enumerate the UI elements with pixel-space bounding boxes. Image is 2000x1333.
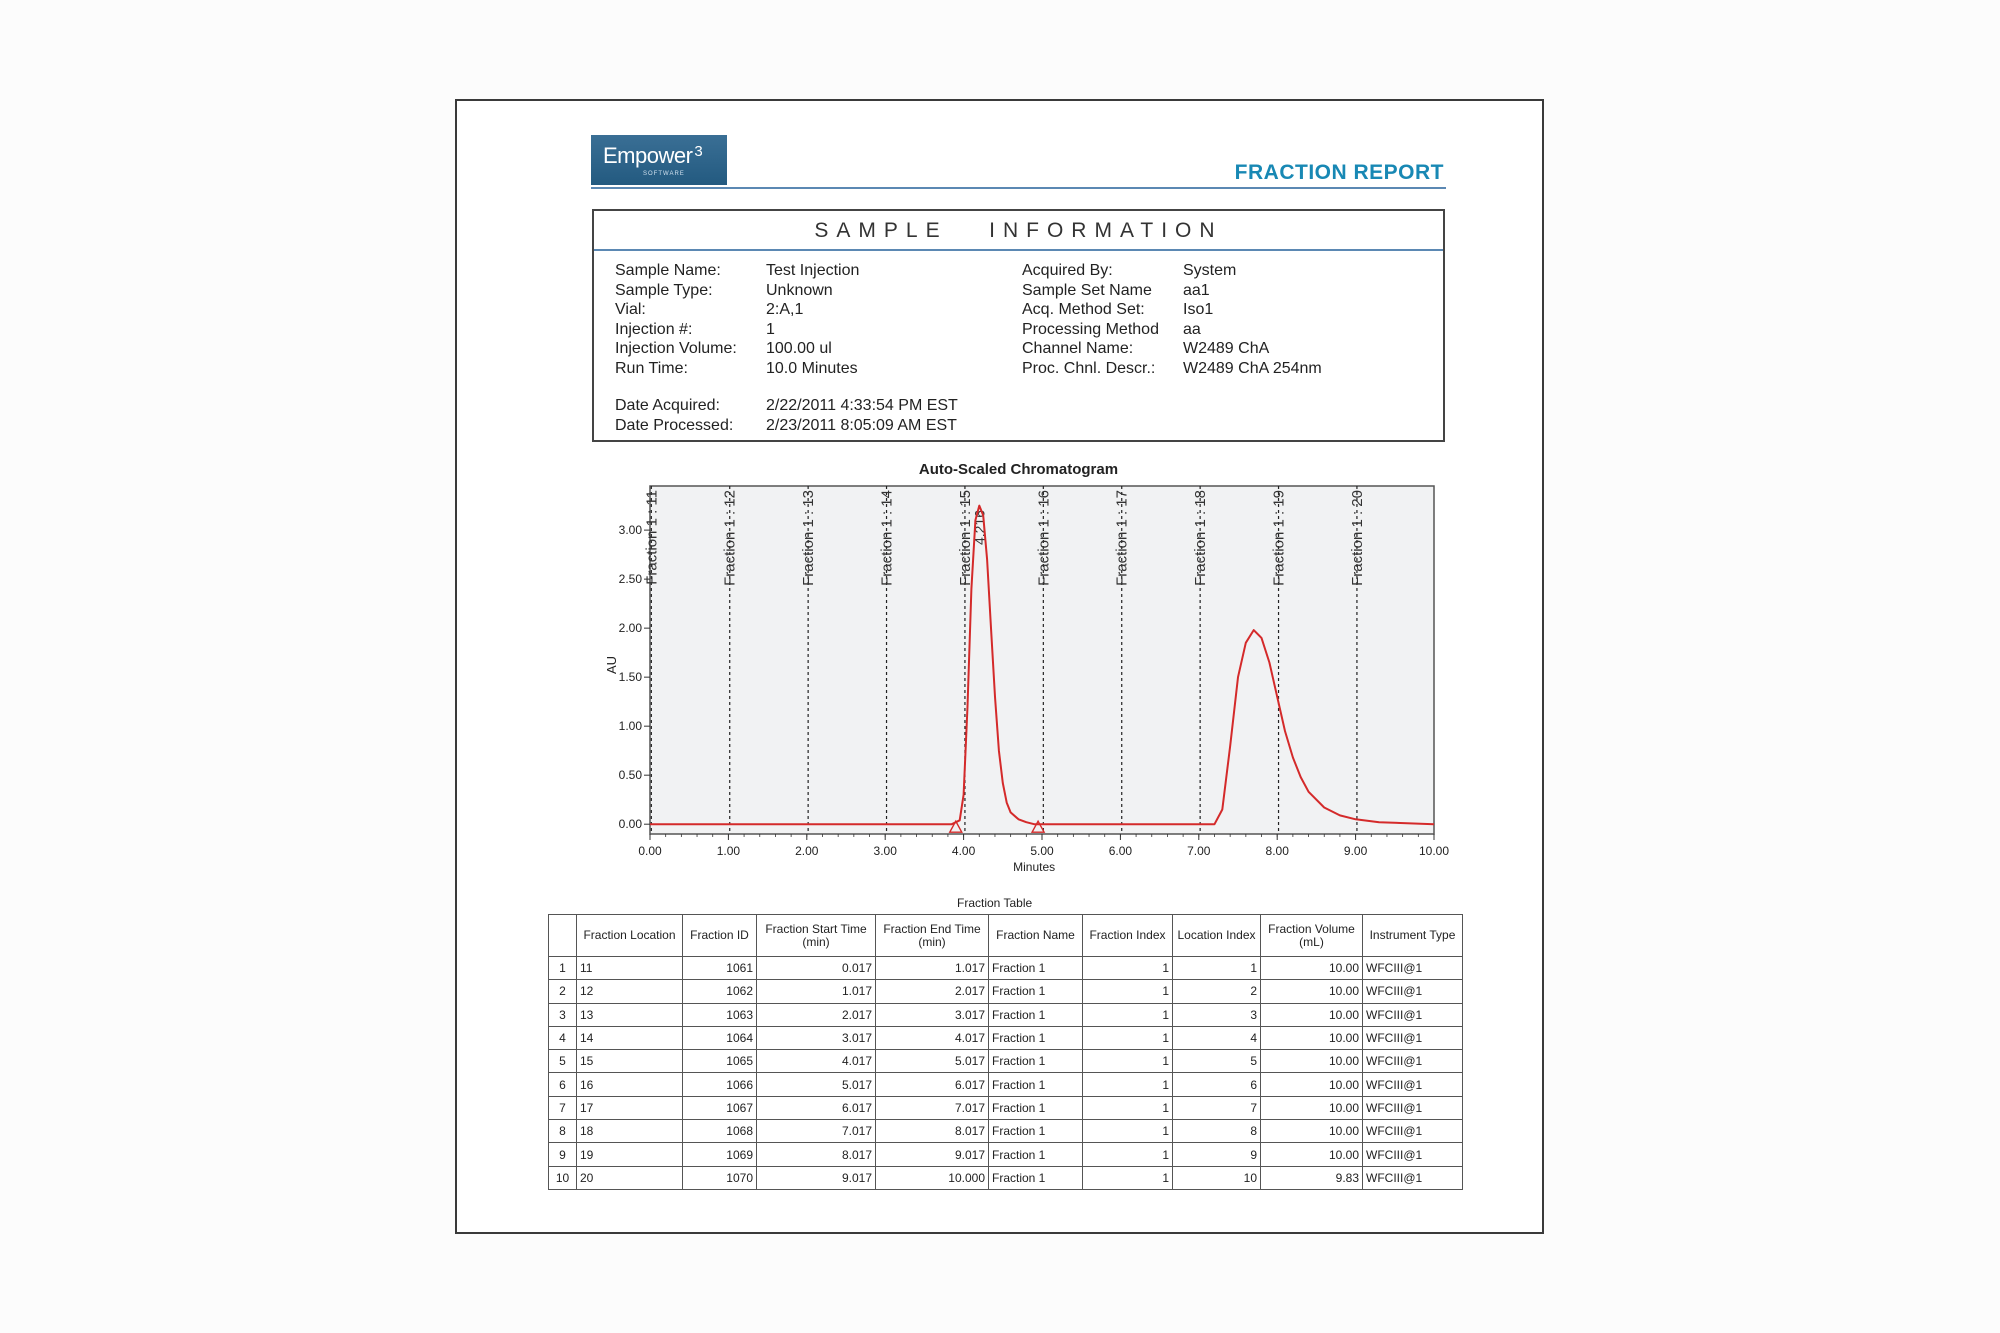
table-cell: 4.017 <box>876 1026 989 1049</box>
fraction-table-title: Fraction Table <box>957 896 1033 910</box>
table-cell: 1065 <box>683 1050 757 1073</box>
table-cell: 10.00 <box>1261 1026 1363 1049</box>
x-tick-label: 1.00 <box>716 844 741 858</box>
y-tick-label: 0.50 <box>618 768 642 783</box>
table-row <box>549 957 1463 980</box>
table-cell: 1 <box>1173 957 1261 980</box>
table-cell: 2 <box>549 980 577 1003</box>
info-label: Sample Set Name <box>1022 281 1152 299</box>
table-cell: 1 <box>549 957 577 980</box>
info-label: Processing Method <box>1022 320 1159 338</box>
column-header <box>577 915 683 957</box>
table-cell: 10 <box>549 1166 577 1189</box>
info-value: W2489 ChA 254nm <box>1183 359 1322 377</box>
logo-superscript: 3 <box>694 143 703 160</box>
date-processed-value: 2/23/2011 8:05:09 AM EST <box>766 416 957 434</box>
date-labels <box>615 396 733 435</box>
table-cell: 3 <box>1173 1003 1261 1026</box>
column-header-unit: (mL) <box>1299 934 1324 949</box>
table-cell: Fraction 1 <box>989 1166 1083 1189</box>
table-cell: Fraction 1 <box>989 1073 1083 1096</box>
logo-tagline: SOFTWARE <box>643 171 685 177</box>
report-page <box>455 99 1544 1234</box>
table-cell: 9.017 <box>757 1166 876 1189</box>
fraction-marker-label: Fraction 1 : 18 <box>1192 490 1210 586</box>
date-acquired-label: Date Acquired: <box>615 397 720 414</box>
table-cell: 1 <box>1083 1166 1173 1189</box>
report-title: FRACTION REPORT <box>1234 161 1444 184</box>
table-cell: 10.00 <box>1261 980 1363 1003</box>
table-row <box>549 1166 1463 1189</box>
column-header <box>1173 915 1261 957</box>
column-header-text: Fraction Location <box>583 928 676 942</box>
column-header <box>1363 915 1463 957</box>
table-cell: Fraction 1 <box>989 980 1083 1003</box>
y-axis-label: AU <box>604 655 619 675</box>
info-value: aa1 <box>1183 281 1210 299</box>
table-cell: 4 <box>549 1026 577 1049</box>
sample-information-box <box>592 209 1445 442</box>
table-cell: WFCIII@1 <box>1363 980 1463 1003</box>
table-cell: WFCIII@1 <box>1363 1143 1463 1166</box>
table-cell: WFCIII@1 <box>1363 1050 1463 1073</box>
table-cell: Fraction 1 <box>989 1120 1083 1143</box>
table-cell: 10.00 <box>1261 1096 1363 1119</box>
info-label: Injection Volume: <box>615 340 737 357</box>
table-cell: 1.017 <box>757 980 876 1003</box>
y-tick-label: 0.00 <box>618 817 642 832</box>
table-cell: 1061 <box>683 957 757 980</box>
column-header <box>1261 915 1363 957</box>
sample-left-values <box>766 261 859 378</box>
table-cell: 5 <box>1173 1050 1261 1073</box>
info-value: 100.00 ul <box>766 340 832 357</box>
table-cell: 10.00 <box>1261 1073 1363 1096</box>
x-tick-label: 10.00 <box>1418 844 1450 858</box>
table-row <box>549 1073 1463 1096</box>
table-cell: 2 <box>1173 980 1261 1003</box>
table-cell: 8.017 <box>757 1143 876 1166</box>
table-cell: 10.00 <box>1261 1050 1363 1073</box>
table-cell: WFCIII@1 <box>1363 957 1463 980</box>
y-tick-label: 2.50 <box>618 572 642 587</box>
table-cell: 7 <box>1173 1096 1261 1119</box>
y-tick-label: 1.50 <box>618 670 642 685</box>
table-cell: 1066 <box>683 1073 757 1096</box>
table-cell: 19 <box>577 1143 683 1166</box>
info-value: aa <box>1183 320 1201 338</box>
table-cell: 1069 <box>683 1143 757 1166</box>
table-cell: 1068 <box>683 1120 757 1143</box>
column-header <box>757 915 876 957</box>
chromatogram-chart <box>592 456 1450 886</box>
table-cell: 14 <box>577 1026 683 1049</box>
table-cell: WFCIII@1 <box>1363 1120 1463 1143</box>
date-processed-label: Date Processed: <box>615 416 734 434</box>
table-cell: 6 <box>1173 1073 1261 1096</box>
table-cell: WFCIII@1 <box>1363 1096 1463 1119</box>
info-label: Injection #: <box>615 320 693 338</box>
table-cell: WFCIII@1 <box>1363 1026 1463 1049</box>
table-cell: 3.017 <box>876 1003 989 1026</box>
x-tick-label: 9.00 <box>1343 844 1368 858</box>
info-label: Acq. Method Set: <box>1022 301 1145 318</box>
table-cell: 16 <box>577 1073 683 1096</box>
table-row <box>549 1026 1463 1049</box>
y-tick-label: 1.00 <box>618 719 642 734</box>
info-value: 10.0 Minutes <box>766 359 858 377</box>
table-cell: 1 <box>1083 1026 1173 1049</box>
info-label: Proc. Chnl. Descr.: <box>1022 359 1156 377</box>
table-cell: Fraction 1 <box>989 1096 1083 1119</box>
table-cell: WFCIII@1 <box>1363 1073 1463 1096</box>
column-header-text: Fraction Volume <box>1268 921 1355 936</box>
info-label: Sample Type: <box>615 281 713 299</box>
header-divider <box>591 187 1446 189</box>
table-row <box>549 1096 1463 1119</box>
sample-right-values <box>1183 261 1322 378</box>
fraction-marker-label: Fraction 1 : 11 <box>643 490 661 585</box>
chart-title: Auto-Scaled Chromatogram <box>918 461 1119 478</box>
table-cell: 7 <box>549 1096 577 1119</box>
info-label: Run Time: <box>615 359 688 377</box>
table-cell: 9 <box>1173 1143 1261 1166</box>
table-cell: 1067 <box>683 1096 757 1119</box>
table-cell: 10.000 <box>876 1166 989 1189</box>
date-acquired-value: 2/22/2011 4:33:54 PM EST <box>766 397 958 414</box>
table-cell: 1 <box>1083 957 1173 980</box>
table-cell: 15 <box>577 1050 683 1073</box>
column-header-text: Location Index <box>1177 928 1256 942</box>
table-cell: 10.00 <box>1261 1003 1363 1026</box>
info-label: Sample Name: <box>615 262 721 279</box>
column-header-text: Fraction Start Time <box>765 921 867 936</box>
table-cell: Fraction 1 <box>989 1050 1083 1073</box>
table-cell: 1 <box>1083 1003 1173 1026</box>
table-cell: 5 <box>549 1050 577 1073</box>
table-row <box>549 980 1463 1003</box>
column-header <box>549 915 577 957</box>
table-cell: 8.017 <box>876 1120 989 1143</box>
sample-information-title: SAMPLE INFORMATION <box>814 219 1223 242</box>
fraction-marker-label: Fraction 1 : 13 <box>800 490 818 586</box>
table-row <box>549 1003 1463 1026</box>
table-cell: 1 <box>1083 1073 1173 1096</box>
sample-left-labels <box>615 261 737 378</box>
date-values <box>766 396 958 435</box>
table-cell: 1 <box>1083 1050 1173 1073</box>
table-cell: 17 <box>577 1096 683 1119</box>
x-tick-label: 3.00 <box>873 844 897 858</box>
table-cell: Fraction 1 <box>989 1026 1083 1049</box>
info-value: 1 <box>766 320 775 338</box>
fraction-table-header <box>549 915 1463 957</box>
table-cell: Fraction 1 <box>989 1003 1083 1026</box>
table-cell: 6.017 <box>757 1096 876 1119</box>
table-row <box>549 1143 1463 1166</box>
table-cell: 12 <box>577 980 683 1003</box>
table-cell: 3 <box>549 1003 577 1026</box>
table-cell: 1063 <box>683 1003 757 1026</box>
fraction-marker-label: Fraction 1 : 20 <box>1348 490 1366 586</box>
table-row <box>549 1050 1463 1073</box>
table-cell: 6 <box>549 1073 577 1096</box>
column-header-text: Instrument Type <box>1369 928 1456 942</box>
sample-right-labels <box>1022 261 1159 378</box>
fraction-marker-label: Fraction 1 : 15 <box>956 490 974 586</box>
column-header-text: Fraction ID <box>690 928 749 942</box>
table-cell: 18 <box>577 1120 683 1143</box>
info-value: Test Injection <box>766 262 860 279</box>
table-cell: 2.017 <box>757 1003 876 1026</box>
logo-text: Empower <box>603 143 693 168</box>
empower-logo <box>591 135 727 185</box>
x-tick-label: 4.00 <box>951 844 976 858</box>
column-header-unit: (min) <box>918 934 946 949</box>
table-cell: 1.017 <box>876 957 989 980</box>
sample-information-divider <box>594 249 1443 251</box>
table-cell: 1064 <box>683 1026 757 1049</box>
table-cell: 10.00 <box>1261 957 1363 980</box>
table-cell: WFCIII@1 <box>1363 1003 1463 1026</box>
table-cell: 1070 <box>683 1166 757 1189</box>
table-cell: 10.00 <box>1261 1143 1363 1166</box>
fraction-marker-label: Fraction 1 : 17 <box>1113 490 1131 586</box>
x-tick-label: 8.00 <box>1265 844 1289 858</box>
x-tick-label: 7.00 <box>1187 844 1211 858</box>
x-tick-label: 6.00 <box>1108 844 1133 858</box>
table-cell: WFCIII@1 <box>1363 1166 1463 1189</box>
table-cell: 10 <box>1173 1166 1261 1189</box>
column-header <box>683 915 757 957</box>
table-cell: Fraction 1 <box>989 1143 1083 1166</box>
y-tick-label: 2.00 <box>618 621 642 636</box>
table-cell: 8 <box>1173 1120 1261 1143</box>
info-label: Acquired By: <box>1022 262 1113 279</box>
table-cell: 9 <box>549 1143 577 1166</box>
info-value: System <box>1183 262 1237 279</box>
x-axis-label: Minutes <box>1013 860 1056 874</box>
x-tick-label: 0.00 <box>638 844 662 858</box>
fraction-table <box>548 914 1463 1190</box>
info-label: Channel Name: <box>1022 340 1134 357</box>
table-cell: 11 <box>577 957 683 980</box>
column-header-text: Fraction End Time <box>883 921 981 936</box>
table-cell: 1062 <box>683 980 757 1003</box>
table-cell: 3.017 <box>757 1026 876 1049</box>
table-cell: 5.017 <box>876 1050 989 1073</box>
table-cell: 4.017 <box>757 1050 876 1073</box>
table-cell: 1 <box>1083 1096 1173 1119</box>
table-cell: 0.017 <box>757 957 876 980</box>
info-value: Unknown <box>766 281 833 299</box>
column-header <box>876 915 989 957</box>
column-header-text: Fraction Index <box>1089 928 1166 942</box>
info-label: Vial: <box>615 301 646 318</box>
table-cell: 5.017 <box>757 1073 876 1096</box>
info-value: 2:A,1 <box>766 301 804 318</box>
column-header-text: Fraction Name <box>996 928 1075 942</box>
table-cell: 6.017 <box>876 1073 989 1096</box>
column-header <box>989 915 1083 957</box>
table-cell: 9.017 <box>876 1143 989 1166</box>
fraction-marker-label: Fraction 1 : 19 <box>1270 490 1288 586</box>
info-value: W2489 ChA <box>1183 340 1270 357</box>
table-cell: 4 <box>1173 1026 1261 1049</box>
table-cell: 1 <box>1083 1120 1173 1143</box>
peak-retention-label: 4.216 <box>971 510 988 546</box>
table-cell: 7.017 <box>757 1120 876 1143</box>
table-cell: 9.83 <box>1261 1166 1363 1189</box>
table-cell: 10.00 <box>1261 1120 1363 1143</box>
x-tick-label: 2.00 <box>795 844 819 858</box>
table-cell: 13 <box>577 1003 683 1026</box>
column-header <box>1083 915 1173 957</box>
table-cell: Fraction 1 <box>989 957 1083 980</box>
y-tick-label: 3.00 <box>618 523 642 538</box>
table-cell: 1 <box>1083 980 1173 1003</box>
column-header-unit: (min) <box>802 934 830 949</box>
table-cell: 1 <box>1083 1143 1173 1166</box>
table-cell: 7.017 <box>876 1096 989 1119</box>
info-value: Iso1 <box>1183 301 1214 318</box>
table-row <box>549 1120 1463 1143</box>
fraction-marker-label: Fraction 1 : 14 <box>878 490 896 586</box>
fraction-marker-label: Fraction 1 : 12 <box>721 490 739 586</box>
table-cell: 8 <box>549 1120 577 1143</box>
fraction-marker-label: Fraction 1 : 16 <box>1035 490 1053 586</box>
table-cell: 2.017 <box>876 980 989 1003</box>
x-tick-label: 5.00 <box>1030 844 1054 858</box>
table-cell: 20 <box>577 1166 683 1189</box>
